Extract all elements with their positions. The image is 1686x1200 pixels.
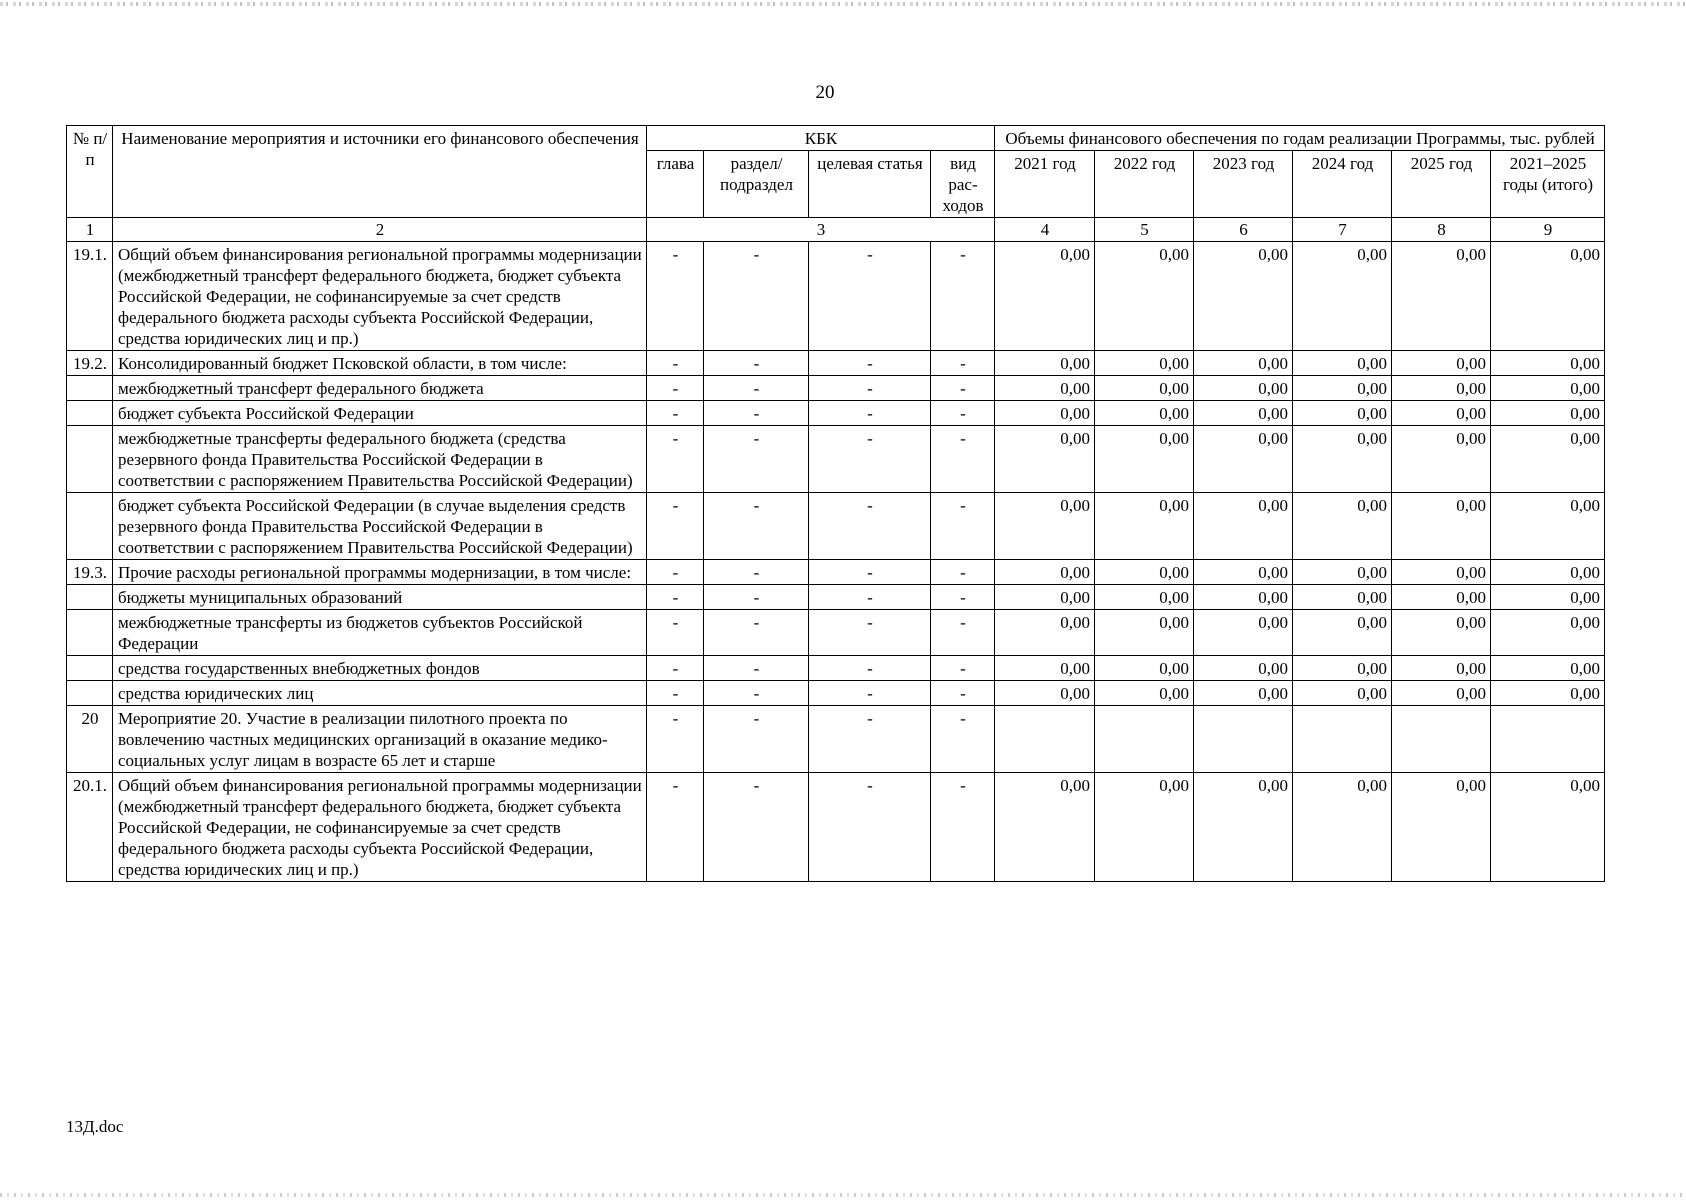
value-cell xyxy=(1392,706,1491,773)
row-number: 20 xyxy=(67,706,113,773)
column-number: 5 xyxy=(1095,218,1194,242)
row-name: средства юридических лиц xyxy=(113,681,647,706)
value-cell: 0,00 xyxy=(1293,401,1392,426)
row-number xyxy=(67,681,113,706)
kbk-cell: - xyxy=(704,560,809,585)
kbk-cell: - xyxy=(931,426,995,493)
kbk-cell: - xyxy=(647,560,704,585)
value-cell: 0,00 xyxy=(1194,681,1293,706)
header-row-1 xyxy=(67,126,1605,151)
row-name: бюджет субъекта Российской Федерации xyxy=(113,401,647,426)
value-cell: 0,00 xyxy=(995,610,1095,656)
kbk-cell: - xyxy=(704,351,809,376)
kbk-cell: - xyxy=(704,426,809,493)
row-name: Консолидированный бюджет Псковской области, в том числе: xyxy=(113,351,647,376)
value-cell: 0,00 xyxy=(1095,493,1194,560)
value-cell: 0,00 xyxy=(1392,560,1491,585)
table-row xyxy=(67,585,1605,610)
row-number: 19.1. xyxy=(67,242,113,351)
table-row xyxy=(67,560,1605,585)
kbk-cell: - xyxy=(809,560,931,585)
value-cell: 0,00 xyxy=(1095,376,1194,401)
kbk-cell: - xyxy=(809,656,931,681)
row-name: межбюджетный трансферт федерального бюджета xyxy=(113,376,647,401)
value-cell: 0,00 xyxy=(995,351,1095,376)
financing-table xyxy=(66,125,1605,882)
header-year-col: 2025 год xyxy=(1392,151,1491,218)
value-cell: 0,00 xyxy=(1392,351,1491,376)
value-cell: 0,00 xyxy=(995,493,1095,560)
kbk-cell: - xyxy=(931,376,995,401)
kbk-cell: - xyxy=(931,610,995,656)
value-cell: 0,00 xyxy=(1095,426,1194,493)
value-cell: 0,00 xyxy=(1293,610,1392,656)
value-cell: 0,00 xyxy=(995,656,1095,681)
value-cell xyxy=(995,706,1095,773)
kbk-cell: - xyxy=(931,585,995,610)
value-cell: 0,00 xyxy=(995,681,1095,706)
document-filename: 13Д.doc xyxy=(66,1117,124,1136)
kbk-cell: - xyxy=(809,585,931,610)
row-name: бюджеты муниципальных образований xyxy=(113,585,647,610)
value-cell: 0,00 xyxy=(1392,401,1491,426)
kbk-cell: - xyxy=(704,656,809,681)
kbk-cell: - xyxy=(647,351,704,376)
kbk-cell: - xyxy=(704,773,809,882)
value-cell: 0,00 xyxy=(1491,493,1605,560)
kbk-cell: - xyxy=(647,426,704,493)
kbk-cell: - xyxy=(931,242,995,351)
value-cell: 0,00 xyxy=(1392,773,1491,882)
kbk-cell: - xyxy=(647,585,704,610)
row-name: Прочие расходы региональной программы модернизации, в том числе: xyxy=(113,560,647,585)
kbk-cell: - xyxy=(809,681,931,706)
value-cell: 0,00 xyxy=(1194,560,1293,585)
kbk-cell: - xyxy=(647,242,704,351)
value-cell: 0,00 xyxy=(1194,351,1293,376)
header-column-numbers xyxy=(67,218,1605,242)
column-number: 3 xyxy=(647,218,995,242)
row-number xyxy=(67,376,113,401)
value-cell: 0,00 xyxy=(1194,426,1293,493)
kbk-cell: - xyxy=(647,681,704,706)
header-name: Наименование мероприятия и источники его финансового обеспечения xyxy=(113,126,647,218)
table-row xyxy=(67,242,1605,351)
value-cell: 0,00 xyxy=(1491,585,1605,610)
value-cell: 0,00 xyxy=(1293,560,1392,585)
value-cell: 0,00 xyxy=(1392,681,1491,706)
value-cell: 0,00 xyxy=(1194,242,1293,351)
column-number: 9 xyxy=(1491,218,1605,242)
value-cell: 0,00 xyxy=(995,426,1095,493)
table-row xyxy=(67,681,1605,706)
kbk-cell: - xyxy=(809,376,931,401)
kbk-cell: - xyxy=(809,610,931,656)
value-cell: 0,00 xyxy=(1095,401,1194,426)
kbk-cell: - xyxy=(809,773,931,882)
value-cell: 0,00 xyxy=(995,401,1095,426)
header-kbk-col: целевая статья xyxy=(809,151,931,218)
kbk-cell: - xyxy=(704,401,809,426)
page-number: 20 xyxy=(815,82,835,103)
value-cell: 0,00 xyxy=(1194,493,1293,560)
row-number: 20.1. xyxy=(67,773,113,882)
value-cell: 0,00 xyxy=(1392,585,1491,610)
value-cell xyxy=(1095,706,1194,773)
column-number: 8 xyxy=(1392,218,1491,242)
table-row xyxy=(67,493,1605,560)
value-cell: 0,00 xyxy=(1194,376,1293,401)
kbk-cell: - xyxy=(647,706,704,773)
value-cell: 0,00 xyxy=(1095,242,1194,351)
kbk-cell: - xyxy=(931,493,995,560)
kbk-cell: - xyxy=(931,773,995,882)
header-year-col: 2024 год xyxy=(1293,151,1392,218)
kbk-cell: - xyxy=(647,376,704,401)
value-cell: 0,00 xyxy=(1392,656,1491,681)
kbk-cell: - xyxy=(931,560,995,585)
value-cell: 0,00 xyxy=(1095,610,1194,656)
value-cell: 0,00 xyxy=(1095,681,1194,706)
row-name: Общий объем финансирования региональной программы модернизации (межбюджетный трансферт федерального бюджета, бюджет субъекта Российской Федерации, не софинансируемые за счет средств федерального бюджета расходы субъекта Российской Федерации, средства юридических лиц и пр.) xyxy=(113,242,647,351)
row-name: Мероприятие 20. Участие в реализации пилотного проекта по вовлечению частных медицинских организаций в оказание медико-социальных услуг лицам в возрасте 65 лет и старше xyxy=(113,706,647,773)
kbk-cell: - xyxy=(704,681,809,706)
column-number: 4 xyxy=(995,218,1095,242)
row-number xyxy=(67,656,113,681)
table-row xyxy=(67,656,1605,681)
value-cell: 0,00 xyxy=(1392,493,1491,560)
value-cell: 0,00 xyxy=(1293,376,1392,401)
value-cell: 0,00 xyxy=(995,773,1095,882)
value-cell xyxy=(1491,706,1605,773)
header-kbk: КБК xyxy=(647,126,995,151)
header-kbk-col: глава xyxy=(647,151,704,218)
value-cell: 0,00 xyxy=(1293,426,1392,493)
kbk-cell: - xyxy=(704,376,809,401)
header-kbk-col: вид рас-ходов xyxy=(931,151,995,218)
row-number xyxy=(67,585,113,610)
column-number: 1 xyxy=(67,218,113,242)
value-cell: 0,00 xyxy=(1095,585,1194,610)
header-year-col: 2021 год xyxy=(995,151,1095,218)
value-cell: 0,00 xyxy=(1194,773,1293,882)
value-cell: 0,00 xyxy=(1194,656,1293,681)
kbk-cell: - xyxy=(931,706,995,773)
value-cell: 0,00 xyxy=(1491,401,1605,426)
kbk-cell: - xyxy=(931,401,995,426)
table-row xyxy=(67,376,1605,401)
row-number xyxy=(67,401,113,426)
value-cell: 0,00 xyxy=(1095,560,1194,585)
value-cell: 0,00 xyxy=(995,242,1095,351)
row-name: бюджет субъекта Российской Федерации (в случае выделения средств резервного фонда Правительства Российской Федерации в соответствии с распоряжением Правительства Российской Федерации) xyxy=(113,493,647,560)
row-name: межбюджетные трансферты федерального бюджета (средства резервного фонда Правительства Российской Федерации в соответствии с распоряжением Правительства Российской Федерации) xyxy=(113,426,647,493)
value-cell: 0,00 xyxy=(1293,493,1392,560)
row-number xyxy=(67,493,113,560)
value-cell: 0,00 xyxy=(1392,426,1491,493)
kbk-cell: - xyxy=(704,585,809,610)
kbk-cell: - xyxy=(647,656,704,681)
value-cell xyxy=(1194,706,1293,773)
value-cell: 0,00 xyxy=(1491,560,1605,585)
table-row xyxy=(67,706,1605,773)
value-cell: 0,00 xyxy=(1095,656,1194,681)
value-cell: 0,00 xyxy=(995,585,1095,610)
table-row xyxy=(67,773,1605,882)
header-year-col: 2023 год xyxy=(1194,151,1293,218)
value-cell: 0,00 xyxy=(995,376,1095,401)
kbk-cell: - xyxy=(809,351,931,376)
row-name: средства государственных внебюджетных фондов xyxy=(113,656,647,681)
row-number: 19.3. xyxy=(67,560,113,585)
value-cell: 0,00 xyxy=(1194,585,1293,610)
kbk-cell: - xyxy=(647,773,704,882)
value-cell: 0,00 xyxy=(1293,351,1392,376)
value-cell: 0,00 xyxy=(1491,656,1605,681)
header-num: № п/п xyxy=(67,126,113,218)
value-cell: 0,00 xyxy=(1392,376,1491,401)
kbk-cell: - xyxy=(704,493,809,560)
header-kbk-col: раздел/ подраздел xyxy=(704,151,809,218)
kbk-cell: - xyxy=(647,610,704,656)
value-cell: 0,00 xyxy=(1491,376,1605,401)
value-cell: 0,00 xyxy=(1293,585,1392,610)
value-cell: 0,00 xyxy=(1392,242,1491,351)
table-row xyxy=(67,401,1605,426)
value-cell: 0,00 xyxy=(1194,401,1293,426)
table-row xyxy=(67,351,1605,376)
row-number xyxy=(67,426,113,493)
kbk-cell: - xyxy=(809,426,931,493)
row-name: межбюджетные трансферты из бюджетов субъектов Российской Федерации xyxy=(113,610,647,656)
header-volumes: Объемы финансового обеспечения по годам реализации Программы, тыс. рублей xyxy=(995,126,1605,151)
column-number: 2 xyxy=(113,218,647,242)
value-cell: 0,00 xyxy=(1491,610,1605,656)
kbk-cell: - xyxy=(931,681,995,706)
table-row xyxy=(67,610,1605,656)
kbk-cell: - xyxy=(809,493,931,560)
scan-top-edge xyxy=(0,2,1686,6)
header-year-col: 2021–2025 годы (итого) xyxy=(1491,151,1605,218)
kbk-cell: - xyxy=(704,610,809,656)
value-cell: 0,00 xyxy=(1293,681,1392,706)
value-cell: 0,00 xyxy=(1491,242,1605,351)
table-row xyxy=(67,426,1605,493)
kbk-cell: - xyxy=(704,242,809,351)
value-cell: 0,00 xyxy=(1293,656,1392,681)
row-number: 19.2. xyxy=(67,351,113,376)
value-cell: 0,00 xyxy=(1293,773,1392,882)
table-body xyxy=(67,242,1605,882)
value-cell: 0,00 xyxy=(1095,351,1194,376)
kbk-cell: - xyxy=(647,401,704,426)
value-cell: 0,00 xyxy=(995,560,1095,585)
column-number: 6 xyxy=(1194,218,1293,242)
header-year-col: 2022 год xyxy=(1095,151,1194,218)
value-cell: 0,00 xyxy=(1491,426,1605,493)
kbk-cell: - xyxy=(809,401,931,426)
kbk-cell: - xyxy=(809,242,931,351)
kbk-cell: - xyxy=(931,656,995,681)
kbk-cell: - xyxy=(809,706,931,773)
value-cell: 0,00 xyxy=(1392,610,1491,656)
kbk-cell: - xyxy=(647,493,704,560)
value-cell: 0,00 xyxy=(1293,242,1392,351)
value-cell: 0,00 xyxy=(1194,610,1293,656)
value-cell: 0,00 xyxy=(1491,351,1605,376)
scan-bottom-edge xyxy=(0,1193,1686,1197)
kbk-cell: - xyxy=(704,706,809,773)
row-number xyxy=(67,610,113,656)
column-number: 7 xyxy=(1293,218,1392,242)
value-cell xyxy=(1293,706,1392,773)
value-cell: 0,00 xyxy=(1491,773,1605,882)
kbk-cell: - xyxy=(931,351,995,376)
row-name: Общий объем финансирования региональной программы модернизации (межбюджетный трансферт федерального бюджета, бюджет субъекта Российской Федерации, не софинансируемые за счет средств федерального бюджета расходы субъекта Российской Федерации, средства юридических лиц и пр.) xyxy=(113,773,647,882)
value-cell: 0,00 xyxy=(1491,681,1605,706)
value-cell: 0,00 xyxy=(1095,773,1194,882)
